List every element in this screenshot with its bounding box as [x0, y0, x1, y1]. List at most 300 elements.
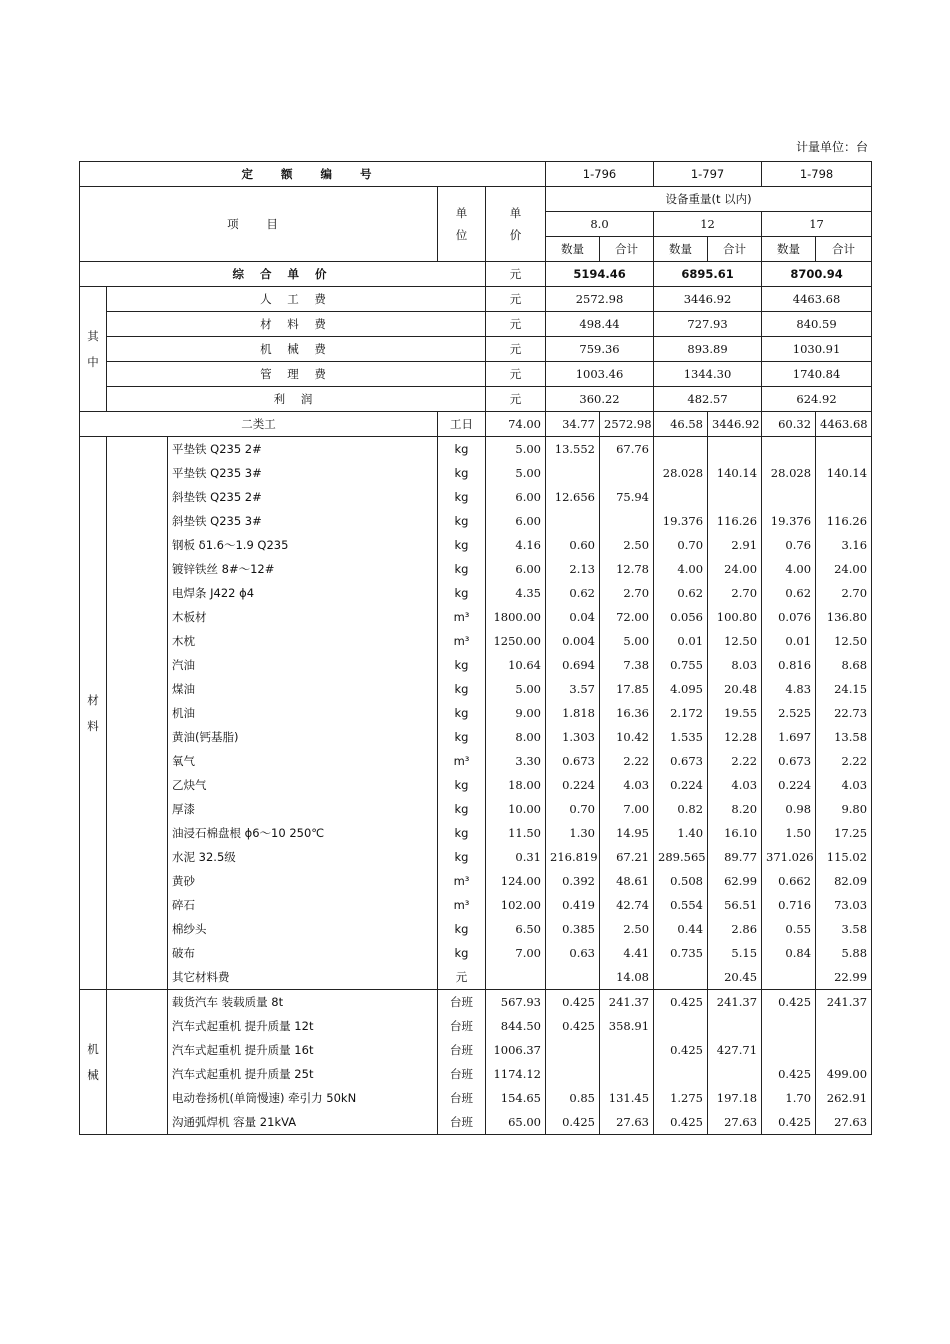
machine-row — [80, 1038, 872, 1062]
material-row — [80, 533, 872, 557]
material-cell: 100.80 — [708, 605, 762, 629]
material-cell: 2.86 — [708, 917, 762, 941]
material-row — [80, 797, 872, 821]
cost-item-value: 482.57 — [654, 387, 762, 412]
machine-cell: 27.63 — [816, 1110, 872, 1135]
material-cell: 5.00 — [600, 629, 654, 653]
material-row — [80, 557, 872, 581]
quota-code-1: 1-796 — [546, 162, 654, 187]
material-cell: 72.00 — [600, 605, 654, 629]
material-cell: 7.38 — [600, 653, 654, 677]
weight-group-header: 设备重量(t 以内) — [546, 187, 872, 212]
material-cell — [546, 965, 600, 990]
material-cell: 12.50 — [708, 629, 762, 653]
material-cell: 0.735 — [654, 941, 708, 965]
material-row — [80, 605, 872, 629]
labor-cell: 4463.68 — [816, 412, 872, 437]
material-cell: 0.98 — [762, 797, 816, 821]
material-price: 5.00 — [486, 677, 546, 701]
machine-name: 汽车式起重机 提升质量 16t — [168, 1038, 438, 1062]
cost-item-name: 人 工 费 — [107, 287, 486, 312]
machine-cell — [654, 1014, 708, 1038]
material-name: 厚漆 — [168, 797, 438, 821]
material-cell — [600, 509, 654, 533]
material-cell: 0.385 — [546, 917, 600, 941]
material-cell: 1.40 — [654, 821, 708, 845]
cost-breakdown-row — [80, 312, 872, 337]
machine-row — [80, 990, 872, 1015]
labor-cell: 3446.92 — [708, 412, 762, 437]
machine-price: 1006.37 — [486, 1038, 546, 1062]
quota-code-2: 1-797 — [654, 162, 762, 187]
material-cell: 16.36 — [600, 701, 654, 725]
material-name: 乙炔气 — [168, 773, 438, 797]
machine-cell: 1.275 — [654, 1086, 708, 1110]
material-row — [80, 509, 872, 533]
material-row — [80, 629, 872, 653]
machine-row — [80, 1086, 872, 1110]
material-cell: 3.57 — [546, 677, 600, 701]
sum-header: 合计 — [816, 237, 872, 262]
material-cell: 0.01 — [654, 629, 708, 653]
material-unit: kg — [438, 725, 486, 749]
material-price: 6.00 — [486, 509, 546, 533]
material-row — [80, 461, 872, 485]
cost-item-value: 498.44 — [546, 312, 654, 337]
machine-name: 汽车式起重机 提升质量 25t — [168, 1062, 438, 1086]
cost-item-unit: 元 — [486, 362, 546, 387]
machine-cell: 197.18 — [708, 1086, 762, 1110]
material-cell: 0.694 — [546, 653, 600, 677]
machine-cell — [654, 1062, 708, 1086]
material-cell: 4.00 — [762, 557, 816, 581]
material-cell: 0.62 — [762, 581, 816, 605]
material-cell: 4.41 — [600, 941, 654, 965]
machine-name: 电动卷扬机(单筒慢速) 牵引力 50kN — [168, 1086, 438, 1110]
material-cell: 0.673 — [546, 749, 600, 773]
material-cell — [546, 461, 600, 485]
material-price: 7.00 — [486, 941, 546, 965]
material-cell: 0.755 — [654, 653, 708, 677]
machine-price: 844.50 — [486, 1014, 546, 1038]
material-price: 6.50 — [486, 917, 546, 941]
material-cell: 67.76 — [600, 437, 654, 462]
material-cell: 2.22 — [600, 749, 654, 773]
cost-item-value: 360.22 — [546, 387, 654, 412]
machine-cell — [762, 1038, 816, 1062]
material-cell: 2.172 — [654, 701, 708, 725]
material-cell — [654, 437, 708, 462]
material-name: 平垫铁 Q235 3# — [168, 461, 438, 485]
labor-name: 二类工 — [80, 412, 438, 437]
material-cell — [654, 485, 708, 509]
material-cell: 75.94 — [600, 485, 654, 509]
material-cell: 2.70 — [600, 581, 654, 605]
machine-row — [80, 1062, 872, 1086]
machine-cell — [816, 1014, 872, 1038]
cost-item-value: 4463.68 — [762, 287, 872, 312]
labor-cell: 2572.98 — [600, 412, 654, 437]
machine-unit: 台班 — [438, 1038, 486, 1062]
material-cell — [762, 485, 816, 509]
cost-item-value: 1344.30 — [654, 362, 762, 387]
material-unit: m³ — [438, 749, 486, 773]
material-cell: 24.00 — [816, 557, 872, 581]
material-cell: 2.22 — [708, 749, 762, 773]
material-spacer — [107, 437, 168, 990]
material-cell: 13.552 — [546, 437, 600, 462]
cost-item-unit: 元 — [486, 312, 546, 337]
material-price: 124.00 — [486, 869, 546, 893]
cost-item-value: 727.93 — [654, 312, 762, 337]
machine-cell: 0.425 — [654, 1038, 708, 1062]
quota-table — [79, 161, 872, 1135]
material-cell: 1.50 — [762, 821, 816, 845]
material-cell: 2.525 — [762, 701, 816, 725]
machine-cell: 241.37 — [600, 990, 654, 1015]
material-name: 油浸石棉盘根 ϕ6～10 250℃ — [168, 821, 438, 845]
material-cell: 0.76 — [762, 533, 816, 557]
quota-number-row — [80, 162, 872, 187]
material-unit: kg — [438, 701, 486, 725]
material-unit: m³ — [438, 605, 486, 629]
material-unit: 元 — [438, 965, 486, 990]
quota-number-label: 定 额 编 号 — [80, 162, 546, 187]
material-name: 电焊条 J422 ϕ4 — [168, 581, 438, 605]
machine-cell: 0.425 — [654, 990, 708, 1015]
labor-cell: 46.58 — [654, 412, 708, 437]
machine-group-label: 机械 — [80, 990, 107, 1135]
material-cell: 0.673 — [654, 749, 708, 773]
material-cell: 5.15 — [708, 941, 762, 965]
material-price: 9.00 — [486, 701, 546, 725]
material-row — [80, 893, 872, 917]
cost-breakdown-row — [80, 387, 872, 412]
material-cell: 13.58 — [816, 725, 872, 749]
machine-name: 沟通弧焊机 容量 21kVA — [168, 1110, 438, 1135]
material-cell: 0.60 — [546, 533, 600, 557]
material-cell: 4.095 — [654, 677, 708, 701]
material-cell: 12.656 — [546, 485, 600, 509]
material-cell: 0.70 — [546, 797, 600, 821]
material-row — [80, 701, 872, 725]
machine-cell — [546, 1062, 600, 1086]
labor-cell: 60.32 — [762, 412, 816, 437]
machine-price: 65.00 — [486, 1110, 546, 1135]
item-header: 项 目 — [80, 187, 438, 262]
machine-cell: 27.63 — [708, 1110, 762, 1135]
cost-item-unit: 元 — [486, 337, 546, 362]
material-price: 10.00 — [486, 797, 546, 821]
cost-item-value: 893.89 — [654, 337, 762, 362]
material-cell — [708, 437, 762, 462]
material-cell: 140.14 — [816, 461, 872, 485]
material-name: 斜垫铁 Q235 2# — [168, 485, 438, 509]
machine-cell — [708, 1062, 762, 1086]
measure-unit-note: 计量单位：台 — [795, 140, 868, 154]
material-cell — [762, 437, 816, 462]
material-cell: 56.51 — [708, 893, 762, 917]
material-row — [80, 845, 872, 869]
material-row — [80, 773, 872, 797]
material-cell: 0.076 — [762, 605, 816, 629]
material-row — [80, 653, 872, 677]
material-cell: 22.73 — [816, 701, 872, 725]
material-cell: 8.03 — [708, 653, 762, 677]
material-cell: 2.91 — [708, 533, 762, 557]
material-cell: 0.70 — [654, 533, 708, 557]
material-price: 3.30 — [486, 749, 546, 773]
material-row — [80, 437, 872, 462]
material-unit: kg — [438, 821, 486, 845]
material-cell: 0.63 — [546, 941, 600, 965]
material-price: 18.00 — [486, 773, 546, 797]
summary-unit: 元 — [486, 262, 546, 287]
cost-item-value: 3446.92 — [654, 287, 762, 312]
machine-cell: 0.425 — [762, 990, 816, 1015]
material-cell: 4.03 — [816, 773, 872, 797]
weight-2: 12 — [654, 212, 762, 237]
material-row — [80, 821, 872, 845]
cost-item-value: 2572.98 — [546, 287, 654, 312]
material-unit: m³ — [438, 629, 486, 653]
material-cell: 0.84 — [762, 941, 816, 965]
cost-item-value: 759.36 — [546, 337, 654, 362]
material-cell: 8.68 — [816, 653, 872, 677]
material-price: 11.50 — [486, 821, 546, 845]
material-cell: 115.02 — [816, 845, 872, 869]
weight-3: 17 — [762, 212, 872, 237]
machine-unit: 台班 — [438, 1086, 486, 1110]
material-cell: 24.00 — [708, 557, 762, 581]
material-cell — [600, 461, 654, 485]
material-cell: 0.01 — [762, 629, 816, 653]
machine-price: 567.93 — [486, 990, 546, 1015]
material-unit: kg — [438, 509, 486, 533]
machine-cell — [546, 1038, 600, 1062]
machine-cell: 241.37 — [708, 990, 762, 1015]
material-cell: 14.08 — [600, 965, 654, 990]
summary-row — [80, 262, 872, 287]
material-cell: 4.00 — [654, 557, 708, 581]
machine-unit: 台班 — [438, 1014, 486, 1038]
material-cell: 19.55 — [708, 701, 762, 725]
machine-cell: 0.425 — [546, 1014, 600, 1038]
summary-label: 综 合 单 价 — [80, 262, 486, 287]
material-cell: 0.44 — [654, 917, 708, 941]
material-price: 102.00 — [486, 893, 546, 917]
material-name: 镀锌铁丝 8#～12# — [168, 557, 438, 581]
material-cell: 14.95 — [600, 821, 654, 845]
material-cell — [762, 965, 816, 990]
material-unit: kg — [438, 581, 486, 605]
material-cell: 20.45 — [708, 965, 762, 990]
material-name: 煤油 — [168, 677, 438, 701]
material-cell: 0.55 — [762, 917, 816, 941]
machine-name: 汽车式起重机 提升质量 12t — [168, 1014, 438, 1038]
material-cell: 4.03 — [600, 773, 654, 797]
material-cell: 2.50 — [600, 533, 654, 557]
machine-row — [80, 1110, 872, 1135]
material-name: 汽油 — [168, 653, 438, 677]
material-cell: 12.50 — [816, 629, 872, 653]
material-name: 破布 — [168, 941, 438, 965]
cost-item-name: 利 润 — [107, 387, 486, 412]
material-cell: 5.88 — [816, 941, 872, 965]
cost-item-value: 840.59 — [762, 312, 872, 337]
material-cell: 20.48 — [708, 677, 762, 701]
material-name: 棉纱头 — [168, 917, 438, 941]
price-header: 单 价 — [486, 187, 546, 262]
material-cell: 10.42 — [600, 725, 654, 749]
material-price: 5.00 — [486, 437, 546, 462]
material-cell — [654, 965, 708, 990]
material-cell: 2.70 — [816, 581, 872, 605]
summary-value-3: 8700.94 — [762, 262, 872, 287]
material-cell: 4.03 — [708, 773, 762, 797]
machine-cell: 0.425 — [762, 1062, 816, 1086]
unit-header: 单 位 — [438, 187, 486, 262]
material-cell: 82.09 — [816, 869, 872, 893]
sum-header: 合计 — [708, 237, 762, 262]
material-cell: 2.50 — [600, 917, 654, 941]
material-cell: 3.58 — [816, 917, 872, 941]
material-price: 4.35 — [486, 581, 546, 605]
material-cell: 0.392 — [546, 869, 600, 893]
material-cell: 1.697 — [762, 725, 816, 749]
quota-code-3: 1-798 — [762, 162, 872, 187]
material-cell: 0.82 — [654, 797, 708, 821]
material-cell: 12.28 — [708, 725, 762, 749]
material-cell: 19.376 — [762, 509, 816, 533]
material-unit: kg — [438, 653, 486, 677]
cost-item-unit: 元 — [486, 287, 546, 312]
material-cell: 2.22 — [816, 749, 872, 773]
machine-cell: 0.425 — [546, 990, 600, 1015]
material-unit: kg — [438, 917, 486, 941]
material-cell: 9.80 — [816, 797, 872, 821]
machine-unit: 台班 — [438, 1062, 486, 1086]
machine-cell: 1.70 — [762, 1086, 816, 1110]
material-unit: kg — [438, 845, 486, 869]
material-cell: 0.419 — [546, 893, 600, 917]
material-row — [80, 725, 872, 749]
material-unit: kg — [438, 533, 486, 557]
cost-item-value: 1740.84 — [762, 362, 872, 387]
material-price: 1250.00 — [486, 629, 546, 653]
machine-cell: 131.45 — [600, 1086, 654, 1110]
material-name: 木板材 — [168, 605, 438, 629]
labor-unit: 工日 — [438, 412, 486, 437]
material-name: 钢板 δ1.6～1.9 Q235 — [168, 533, 438, 557]
cost-item-value: 624.92 — [762, 387, 872, 412]
machine-cell: 27.63 — [600, 1110, 654, 1135]
material-cell: 116.26 — [708, 509, 762, 533]
material-cell — [708, 485, 762, 509]
machine-cell — [762, 1014, 816, 1038]
material-cell: 0.673 — [762, 749, 816, 773]
machine-cell: 0.425 — [546, 1110, 600, 1135]
material-unit: kg — [438, 677, 486, 701]
machine-cell — [600, 1038, 654, 1062]
cost-breakdown-row — [80, 337, 872, 362]
material-unit: kg — [438, 461, 486, 485]
material-row — [80, 485, 872, 509]
material-cell: 28.028 — [654, 461, 708, 485]
material-unit: kg — [438, 773, 486, 797]
summary-value-1: 5194.46 — [546, 262, 654, 287]
material-cell: 7.00 — [600, 797, 654, 821]
material-price: 6.00 — [486, 557, 546, 581]
material-cell: 371.026 — [762, 845, 816, 869]
material-cell: 0.04 — [546, 605, 600, 629]
material-price: 5.00 — [486, 461, 546, 485]
material-cell: 0.62 — [654, 581, 708, 605]
material-cell: 3.16 — [816, 533, 872, 557]
cost-item-name: 管 理 费 — [107, 362, 486, 387]
material-price: 0.31 — [486, 845, 546, 869]
qty-header: 数量 — [546, 237, 600, 262]
material-cell: 0.004 — [546, 629, 600, 653]
material-cell: 0.224 — [762, 773, 816, 797]
material-row — [80, 581, 872, 605]
material-price: 6.00 — [486, 485, 546, 509]
material-cell: 216.819 — [546, 845, 600, 869]
qty-header: 数量 — [762, 237, 816, 262]
material-cell: 62.99 — [708, 869, 762, 893]
material-cell: 12.78 — [600, 557, 654, 581]
material-cell: 1.30 — [546, 821, 600, 845]
machine-spacer — [107, 990, 168, 1135]
material-group-label: 材料 — [80, 437, 107, 990]
material-cell: 140.14 — [708, 461, 762, 485]
material-cell: 136.80 — [816, 605, 872, 629]
machine-cell: 241.37 — [816, 990, 872, 1015]
cost-breakdown-row — [80, 362, 872, 387]
qizhong-label: 其中 — [80, 287, 107, 412]
material-cell: 116.26 — [816, 509, 872, 533]
labor-row — [80, 412, 872, 437]
labor-price: 74.00 — [486, 412, 546, 437]
cost-breakdown-row — [80, 287, 872, 312]
material-cell: 16.10 — [708, 821, 762, 845]
machine-row — [80, 1014, 872, 1038]
material-cell: 48.61 — [600, 869, 654, 893]
qty-header: 数量 — [654, 237, 708, 262]
cost-item-name: 材 料 费 — [107, 312, 486, 337]
material-cell: 0.662 — [762, 869, 816, 893]
material-cell: 1.818 — [546, 701, 600, 725]
material-unit: m³ — [438, 893, 486, 917]
material-cell: 4.83 — [762, 677, 816, 701]
cost-item-value: 1003.46 — [546, 362, 654, 387]
material-price — [486, 965, 546, 990]
machine-cell: 262.91 — [816, 1086, 872, 1110]
material-unit: kg — [438, 557, 486, 581]
machine-price: 154.65 — [486, 1086, 546, 1110]
material-name: 机油 — [168, 701, 438, 725]
weight-1: 8.0 — [546, 212, 654, 237]
material-cell: 289.565 — [654, 845, 708, 869]
material-cell: 24.15 — [816, 677, 872, 701]
material-row — [80, 941, 872, 965]
material-name: 黄油(钙基脂) — [168, 725, 438, 749]
machine-unit: 台班 — [438, 990, 486, 1015]
material-name: 水泥 32.5级 — [168, 845, 438, 869]
machine-cell: 427.71 — [708, 1038, 762, 1062]
material-cell: 67.21 — [600, 845, 654, 869]
material-cell: 17.85 — [600, 677, 654, 701]
